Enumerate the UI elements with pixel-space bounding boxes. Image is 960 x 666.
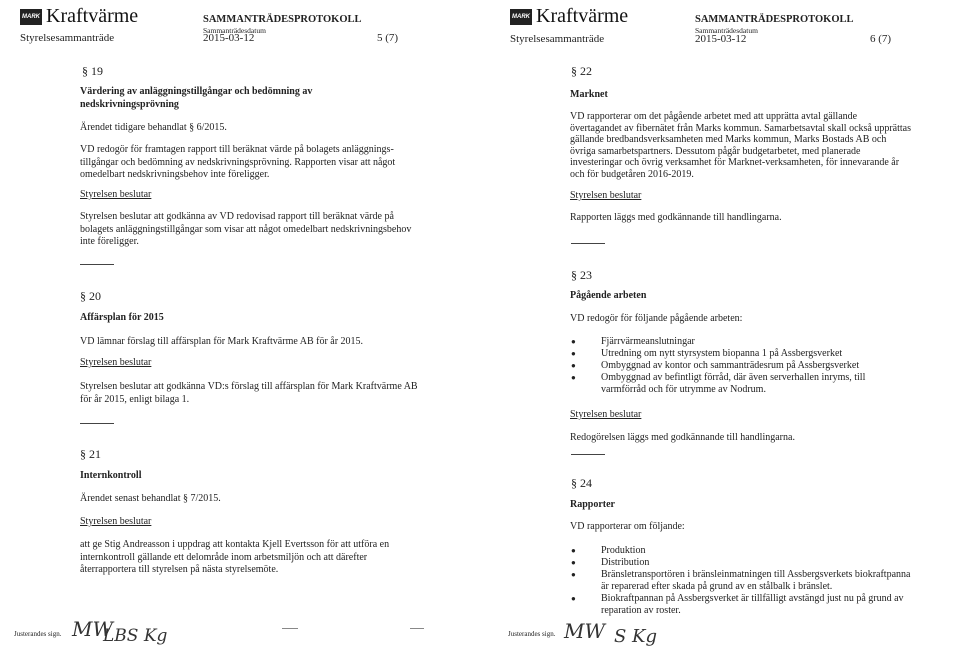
section-body: VD lämnar förslag till affärsplan för Mark Kraftvärme AB för år 2015. bbox=[80, 336, 364, 347]
decision-heading: Styrelsen beslutar bbox=[570, 409, 642, 420]
footer-mark bbox=[410, 628, 424, 629]
initials-label: Justerandes sign. bbox=[14, 630, 62, 638]
work-list bbox=[571, 336, 911, 396]
decision-line: återrapportera till styrelsen på nästa styrelsemöte. bbox=[80, 564, 279, 575]
body-line: övriga samarbetspartners. Dessutom pågår budgetarbetet, med planerade bbox=[570, 145, 861, 157]
previous-reference: Ärendet senast behandlat § 7/2015. bbox=[80, 493, 221, 504]
section-divider bbox=[80, 423, 114, 424]
decision-text bbox=[80, 381, 418, 406]
signature-2: LBS Kg bbox=[103, 626, 168, 646]
section-heading: Rapporter bbox=[570, 499, 615, 510]
page-number: 6 (7) bbox=[870, 33, 892, 45]
signature-2: S Kg bbox=[614, 626, 658, 647]
decision-heading: Styrelsen beslutar bbox=[570, 190, 642, 201]
previous-reference: Ärendet tidigare behandlat § 6/2015. bbox=[80, 122, 227, 133]
logo bbox=[20, 5, 138, 28]
decision-line: Styrelsen beslutar att godkänna VD:s förslag till affärsplan för Mark Kraftvärme AB bbox=[80, 381, 418, 392]
body-line: investeringar och övrig verksamhet för Marknet-verksamheten, för innevarande år bbox=[570, 157, 900, 168]
section-body bbox=[80, 144, 395, 182]
protocol-title: SAMMANTRÄDESPROTOKOLL bbox=[695, 14, 854, 25]
section-heading: Värdering av anläggningstillgångar och bedömning av nedskrivningsprövning bbox=[80, 86, 313, 110]
decision-heading: Styrelsen beslutar bbox=[80, 357, 152, 368]
decision-text bbox=[80, 539, 389, 577]
protocol-subtitle: Sammanträdesdatum bbox=[695, 26, 758, 35]
section-divider bbox=[571, 243, 605, 244]
section-number: § 22 bbox=[571, 64, 592, 78]
decision-heading: Styrelsen beslutar bbox=[80, 516, 152, 527]
list-item: ● Utredning om nytt styrsystem biopanna 1 på Assbergsverket bbox=[571, 348, 911, 360]
board-name: Styrelsesammanträde bbox=[510, 33, 605, 45]
logo-mark: MARK bbox=[20, 9, 42, 25]
list-item: ● Ombyggnad av kontor och sammanträdesrum på Assbergsverket bbox=[571, 360, 911, 372]
right-page bbox=[480, 0, 960, 666]
decision-line: inte föreligger. bbox=[80, 236, 139, 247]
meeting-date: 2015-03-12 bbox=[695, 33, 747, 45]
logo bbox=[510, 5, 628, 28]
footer-mark bbox=[282, 628, 298, 629]
section-number: § 21 bbox=[80, 447, 101, 461]
body-line: tillgångar och bedömning av nedskrivningsprövning. Rapporten visar att något bbox=[80, 156, 396, 168]
decision-heading: Styrelsen beslutar bbox=[80, 189, 152, 200]
decision-text: Redogörelsen läggs med godkännande till handlingarna. bbox=[570, 432, 795, 443]
decision-line: bolagets anläggningstillgångar som visar att något omedelbart nedskrivningsbehov bbox=[80, 223, 412, 235]
section-heading: Pågående arbeten bbox=[570, 290, 647, 301]
section-intro: VD rapporterar om följande: bbox=[570, 521, 685, 532]
page-number: 5 (7) bbox=[377, 32, 399, 44]
board-name: Styrelsesammanträde bbox=[20, 32, 115, 44]
signature-1: MW bbox=[564, 619, 606, 643]
body-line: VD rapporterar om det pågående arbetet med att upprätta avtal gällande bbox=[570, 111, 858, 122]
decision-text bbox=[80, 211, 411, 249]
decision-line: att ge Stig Andreasson i uppdrag att kontakta Kjell Evertsson för att utföra en bbox=[80, 539, 390, 550]
protocol-subtitle: Sammanträdesdatum bbox=[203, 26, 266, 35]
logo-text: Kraftvärme bbox=[536, 5, 629, 27]
protocol-title: SAMMANTRÄDESPROTOKOLL bbox=[203, 14, 362, 25]
meeting-date: 2015-03-12 bbox=[203, 32, 255, 44]
initials-label: Justerandes sign. bbox=[508, 630, 556, 638]
decision-text: Rapporten läggs med godkännande till handlingarna. bbox=[570, 212, 782, 223]
section-body bbox=[570, 111, 911, 180]
list-item: ● Produktion bbox=[571, 545, 911, 557]
section-number: § 23 bbox=[571, 268, 592, 282]
body-line: omedelbart nedskrivningsbehov inte föreligger. bbox=[80, 169, 270, 180]
section-divider bbox=[80, 264, 114, 265]
section-number: § 19 bbox=[82, 64, 103, 78]
logo-text: Kraftvärme bbox=[46, 5, 139, 27]
report-list bbox=[571, 545, 911, 617]
decision-line: för år 2015, enligt bilaga 1. bbox=[80, 393, 190, 405]
section-number: § 20 bbox=[80, 289, 101, 303]
section-heading: Marknet bbox=[570, 89, 608, 100]
decision-line: internkontroll gällande ett delområde inom arbetsmiljön och att därefter bbox=[80, 551, 368, 563]
section-intro: VD redogör för följande pågående arbeten: bbox=[570, 313, 743, 324]
body-line: övertagandet av fibernätet från Marks kommun. Samarbetsavtal skall också upprättas bbox=[570, 122, 911, 134]
section-number: § 24 bbox=[571, 476, 592, 490]
section-divider bbox=[571, 454, 605, 455]
decision-line: Styrelsen beslutar att godkänna av VD redovisad rapport till beräknat värde på bbox=[80, 211, 394, 222]
list-item: ● Bränsletransportören i bränsleinmatningen till Assbergsverkets biokraftpanna är reparerad efter skada på grund av en stålbalk i bränslet. bbox=[571, 569, 911, 593]
section-heading: Internkontroll bbox=[80, 470, 142, 481]
body-line: och för budgetåren 2016-2019. bbox=[570, 168, 694, 180]
logo-mark: MARK bbox=[510, 9, 532, 25]
list-item: ● Fjärrvärmeanslutningar bbox=[571, 336, 911, 348]
section-heading: Affärsplan för 2015 bbox=[80, 312, 164, 323]
body-line: gällande bredbandsverksamheten med Marks kommun, Marks Bostads AB och bbox=[570, 134, 887, 145]
list-item: ● Ombyggnad av befintligt förråd, där även serverhallen inryms, till varmförråd och för utrymme av Nodrum. bbox=[571, 372, 911, 396]
body-line: VD redogör för framtagen rapport till beräknat värde på bolagets anläggnings- bbox=[80, 144, 394, 155]
list-item: ● Distribution bbox=[571, 557, 911, 569]
signature-1: MW bbox=[72, 617, 114, 641]
list-item: ● Biokraftpannan på Assbergsverket är tillfälligt avstängd just nu på grund av reparation av roster. bbox=[571, 593, 911, 617]
